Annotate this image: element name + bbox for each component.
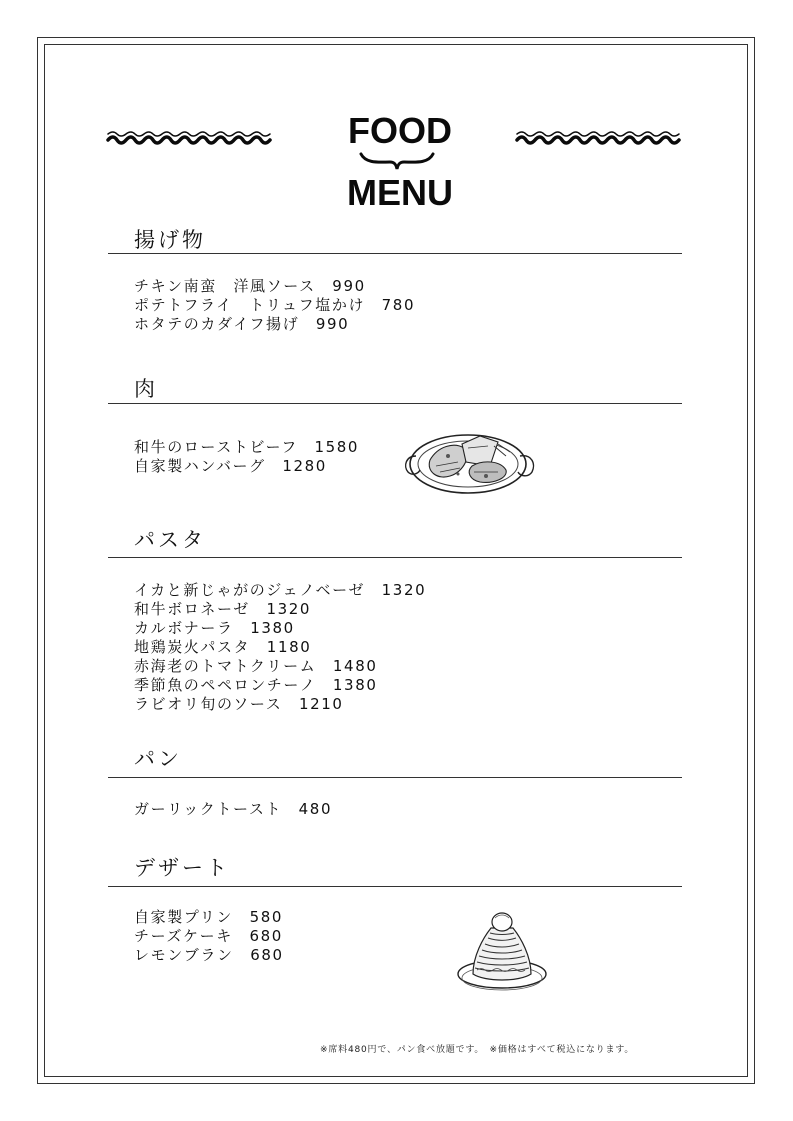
section-rule: [108, 777, 682, 778]
section-heading-meat: 肉: [134, 377, 158, 401]
mont-blanc-cake-illustration: [455, 908, 551, 1000]
menu-item: 和牛のローストビーフ 1580: [134, 438, 360, 456]
menu-item: 赤海老のトマトクリーム 1480: [134, 657, 378, 675]
menu-item: チーズケーキ 680: [134, 927, 283, 945]
menu-list-dessert: [134, 908, 284, 965]
menu-item: レモンブラン 680: [134, 946, 284, 964]
brace-ornament: [358, 150, 436, 172]
section-rule: [108, 557, 682, 558]
section-rule: [108, 403, 682, 404]
roast-beef-plate-illustration: [402, 426, 540, 502]
section-heading-dessert: デザート: [134, 856, 230, 880]
menu-item: ガーリックトースト 480: [134, 800, 333, 818]
menu-item: ラビオリ旬のソース 1210: [134, 695, 344, 713]
title-menu: MENU: [347, 172, 453, 213]
menu-list-bread: [134, 800, 332, 819]
section-rule: [108, 886, 682, 887]
menu-list-pasta: [134, 581, 426, 714]
menu-item: イカと新じゃがのジェノベーゼ 1320: [134, 581, 427, 599]
menu-item: ホタテのカダイフ揚げ 990: [134, 315, 350, 333]
section-rule: [108, 253, 682, 254]
section-heading-fried: 揚げ物: [134, 228, 206, 252]
menu-item: チキン南蛮 洋風ソース 990: [134, 277, 366, 295]
menu-list-fried: [134, 277, 415, 334]
menu-item: 自家製ハンバーグ 1280: [134, 457, 327, 475]
menu-item: 季節魚のペペロンチーノ 1380: [134, 676, 378, 694]
wave-ornament-left: [106, 128, 278, 148]
section-heading-bread: パン: [134, 747, 182, 771]
menu-item: ポテトフライ トリュフ塩かけ 780: [134, 296, 416, 314]
menu-item: 地鶏炭火パスタ 1180: [134, 638, 312, 656]
menu-item: 自家製プリン 580: [134, 908, 284, 926]
wave-ornament-right: [515, 128, 687, 148]
menu-item: 和牛ボロネーゼ 1320: [134, 600, 312, 618]
footnote: ※席料480円で、パン食べ放題です。 ※価格はすべて税込になります。: [320, 1045, 635, 1055]
menu-list-meat: [134, 438, 359, 476]
title-food: FOOD: [348, 110, 452, 151]
menu-item: カルボナーラ 1380: [134, 619, 295, 637]
section-heading-pasta: パスタ: [134, 528, 206, 552]
